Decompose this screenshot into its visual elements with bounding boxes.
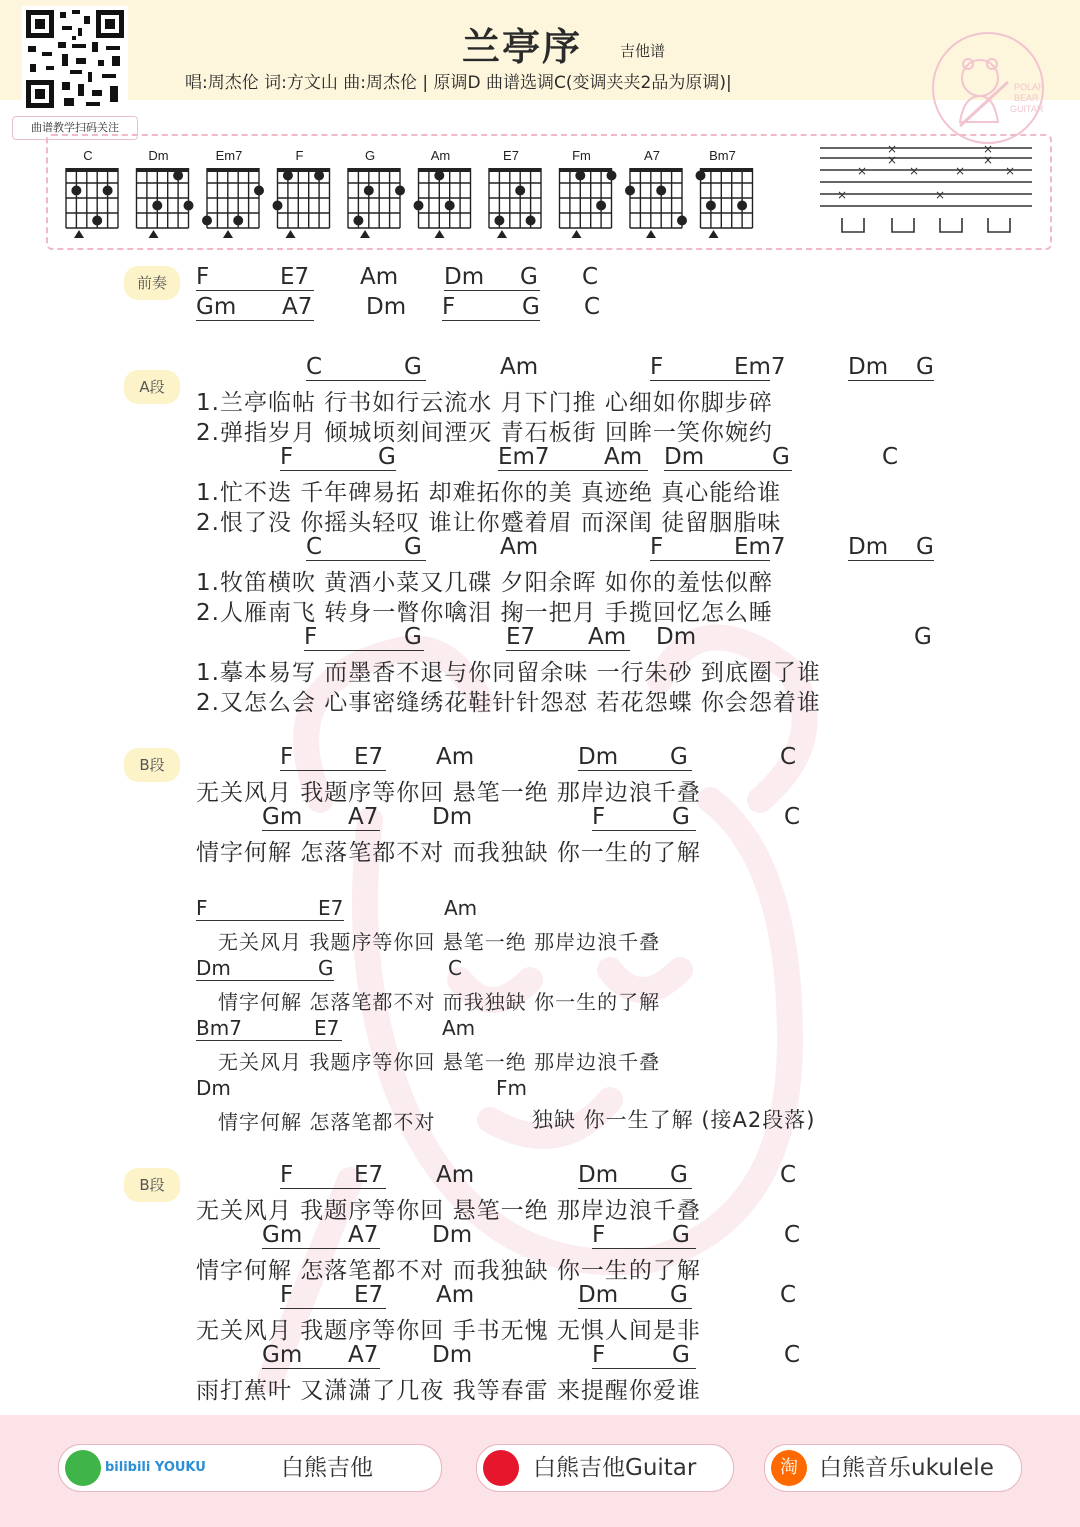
chord-label: C xyxy=(306,354,426,381)
chord-diagram-label: Fm xyxy=(572,148,591,163)
lyric-line: 情字何解 怎落笔都不对 而我独缺 你一生的了解 xyxy=(196,1258,701,1284)
chord-label: G xyxy=(916,354,934,380)
chord-label: C xyxy=(882,444,899,470)
chord-label: C xyxy=(448,956,462,980)
chord-diagram-label: G xyxy=(364,148,376,163)
chord-label: E7 xyxy=(506,624,630,651)
svg-text:×: × xyxy=(934,188,946,202)
chord-label: Dm xyxy=(578,1162,692,1189)
chord-label: F xyxy=(196,264,314,291)
chord-label: F xyxy=(280,1162,386,1189)
chord-label: A7 xyxy=(348,804,379,830)
chord-label: G xyxy=(672,1342,690,1368)
lyric-line: 2.恨了没 你摇头轻叹 谁让你蹙着眉 而深闺 徒留胭脂味 xyxy=(196,510,782,536)
chord-label: G xyxy=(520,264,538,290)
chord-label: Gm xyxy=(262,1222,380,1249)
chord-diagrams xyxy=(60,146,780,246)
chord-diagram-label: Am xyxy=(430,148,451,163)
chord-label: E7 xyxy=(354,1162,384,1188)
chord-label: Dm xyxy=(366,294,407,320)
chord-label: G xyxy=(318,956,334,980)
chord-label: Dm xyxy=(196,1076,231,1100)
chord-label: Fm xyxy=(496,1076,527,1100)
chord-label: G xyxy=(914,624,932,650)
lyric-line-continuation: 独缺 你一生了解 (接A2段落) xyxy=(532,1108,816,1132)
chord-label: G xyxy=(916,534,934,560)
lyric-line: 情字何解 怎落笔都不对 xyxy=(218,1110,436,1134)
chord-diagram-dm xyxy=(137,148,194,238)
brand-name: 白熊吉他 xyxy=(281,1455,373,1481)
chord-label: Dm xyxy=(578,744,692,771)
chord-label: C xyxy=(584,294,601,320)
svg-text:×: × xyxy=(856,164,868,178)
subtitle: 吉他谱 xyxy=(620,42,666,60)
chord-label: F xyxy=(304,624,424,651)
chord-diagram-label: C xyxy=(83,148,93,163)
chord-label: F xyxy=(650,534,770,561)
chord-label: A7 xyxy=(282,294,313,320)
chord-label: F xyxy=(280,1282,386,1309)
weibo-icon xyxy=(483,1450,519,1486)
svg-text:×: × xyxy=(886,153,898,167)
chord-label: Gm xyxy=(262,804,380,831)
chord-label: F xyxy=(592,1222,696,1249)
chord-diagram-am xyxy=(414,148,471,238)
chord-label: F xyxy=(650,354,770,381)
chord-label: E7 xyxy=(280,264,310,290)
chord-label: C xyxy=(784,1342,801,1368)
lyric-line: 无关风月 我题序等你回 悬笔一绝 那岸边浪千叠 xyxy=(218,930,661,954)
chord-label: Dm xyxy=(578,1282,692,1309)
chord-label: Am xyxy=(588,624,627,650)
chord-label: F xyxy=(592,804,696,831)
chord-diagram-label: Bm7 xyxy=(709,148,736,163)
lyric-line: 1.牧笛横吹 黄酒小菜又几碟 夕阳余晖 如你的羞怯似醉 xyxy=(196,570,773,596)
chord-label: Dm xyxy=(656,624,697,650)
chord-label: Am xyxy=(360,264,399,290)
lyric-line: 1.兰亭临帖 行书如行云流水 月下门推 心细如你脚步碎 xyxy=(196,390,773,416)
chord-label: G xyxy=(672,1222,690,1248)
chord-label: Gm xyxy=(196,294,314,321)
lyric-line: 无关风月 我题序等你回 手书无愧 无惧人间是非 xyxy=(196,1318,701,1344)
chord-label: C xyxy=(780,744,797,770)
chord-label: G xyxy=(772,444,790,470)
chord-label: E7 xyxy=(354,744,384,770)
weibo-name: 白熊吉他Guitar xyxy=(533,1455,697,1481)
lyric-line: 1.摹本易写 而墨香不退与你同留余味 一行朱砂 到底圈了谁 xyxy=(196,660,821,686)
chord-label: Am xyxy=(442,1016,476,1040)
chord-label: G xyxy=(672,804,690,830)
chord-label: F xyxy=(280,444,396,471)
social-pill-weibo[interactable] xyxy=(476,1444,734,1492)
chord-label: A7 xyxy=(348,1222,379,1248)
chord-label: C xyxy=(784,804,801,830)
chord-label: Dm xyxy=(444,264,540,291)
svg-text:×: × xyxy=(886,144,898,156)
chord-label: Em7 xyxy=(498,444,648,471)
social-pill-video[interactable] xyxy=(58,1444,442,1492)
chord-label: Em7 xyxy=(734,354,786,380)
chord-label: Dm xyxy=(432,1342,473,1368)
svg-text:×: × xyxy=(982,153,994,167)
polar-bear-logo xyxy=(930,30,1046,146)
chord-diagram-e7 xyxy=(489,148,541,238)
svg-text:×: × xyxy=(836,188,848,202)
chord-label: E7 xyxy=(314,1016,340,1040)
logo-text-2: BEAR xyxy=(1014,93,1039,103)
chord-label: Am xyxy=(436,744,475,770)
taobao-name: 白熊音乐ukulele xyxy=(819,1455,994,1481)
chord-label: C xyxy=(784,1222,801,1248)
logo-text-3: GUITAR xyxy=(1010,104,1044,114)
lyric-line: 雨打蕉叶 又潇潇了几夜 我等春雷 来提醒你爱谁 xyxy=(196,1378,701,1404)
chord-label: G xyxy=(670,744,688,770)
chord-label: G xyxy=(522,294,540,320)
chord-label: Am xyxy=(436,1162,475,1188)
qr-caption: 曲谱教学扫码关注 xyxy=(12,116,138,140)
svg-text:×: × xyxy=(1004,164,1016,178)
svg-text:×: × xyxy=(954,164,966,178)
chord-diagram-a7 xyxy=(625,148,687,238)
chord-label: G xyxy=(670,1282,688,1308)
credits: 唱:周杰伦 词:方文山 曲:周杰伦 | 原调D 曲谱选调C(变调夹夹2品为原调)| xyxy=(185,73,732,93)
chord-label: F xyxy=(592,1342,696,1369)
chord-label: Am xyxy=(604,444,643,470)
chord-label: A7 xyxy=(348,1342,379,1368)
badge-section-b: B段 xyxy=(124,748,180,782)
chord-label: Am xyxy=(436,1282,475,1308)
badge-section-b-2: B段 xyxy=(124,1168,180,1202)
chord-label: F xyxy=(442,294,540,321)
strum-pattern xyxy=(818,144,1038,244)
song-title: 兰亭序 xyxy=(462,25,583,69)
lyric-line: 无关风月 我题序等你回 悬笔一绝 那岸边浪千叠 xyxy=(196,780,701,806)
chord-label: F xyxy=(280,744,386,771)
chord-label: Dm xyxy=(432,1222,473,1248)
chord-label: C xyxy=(306,534,426,561)
lyric-line: 无关风月 我题序等你回 悬笔一绝 那岸边浪千叠 xyxy=(196,1198,701,1224)
lyric-line: 2.人雁南飞 转身一瞥你噙泪 掬一把月 手揽回忆怎么睡 xyxy=(196,600,773,626)
lyric-line: 1.忙不迭 千年碑易拓 却难拓你的美 真迹绝 真心能给谁 xyxy=(196,480,782,506)
chord-label: C xyxy=(780,1162,797,1188)
chord-diagram-f xyxy=(273,148,330,238)
chord-diagram-em7 xyxy=(202,148,264,238)
chord-label: Dm xyxy=(196,956,334,981)
chord-label: Am xyxy=(500,534,539,560)
chord-label: Gm xyxy=(262,1342,380,1369)
chord-label: Am xyxy=(500,354,539,380)
chord-diagram-g xyxy=(348,148,405,238)
lyric-line: 2.又怎么会 心事密缝绣花鞋针针怨怼 若花怨蝶 你会怨着谁 xyxy=(196,690,821,716)
chord-label: G xyxy=(404,534,422,560)
lyric-line: 无关风月 我题序等你回 悬笔一绝 那岸边浪千叠 xyxy=(218,1050,661,1074)
chord-diagram-label: E7 xyxy=(503,148,519,163)
social-pill-taobao[interactable] xyxy=(764,1444,1022,1492)
lyric-line: 情字何解 怎落笔都不对 而我独缺 你一生的了解 xyxy=(196,840,701,866)
chord-label: G xyxy=(404,624,422,650)
badge-section-a: A段 xyxy=(124,370,180,404)
svg-text:×: × xyxy=(982,144,994,156)
platform-names: bilibili YOUKU xyxy=(105,1460,206,1475)
lyric-line: 2.弹指岁月 倾城顷刻间湮灭 青石板街 回眸一笑你婉约 xyxy=(196,420,773,446)
chord-label: Dm xyxy=(664,444,792,471)
badge-intro: 前奏 xyxy=(124,266,180,300)
chord-label: E7 xyxy=(354,1282,384,1308)
chord-label: G xyxy=(670,1162,688,1188)
chord-label: Em7 xyxy=(734,534,786,560)
chord-label: Dm xyxy=(848,534,934,561)
chord-label: G xyxy=(378,444,396,470)
taobao-icon: 淘 xyxy=(771,1450,807,1486)
chord-label: C xyxy=(780,1282,797,1308)
logo-text-1: POLAR xyxy=(1014,82,1045,92)
chord-label: F xyxy=(196,896,344,921)
chord-diagram-label: Dm xyxy=(148,148,169,163)
chord-label: E7 xyxy=(318,896,344,920)
chord-label: Dm xyxy=(848,354,934,381)
chord-diagram-c xyxy=(66,148,118,238)
chord-label: Am xyxy=(444,896,478,920)
wechat-icon xyxy=(65,1450,101,1486)
chord-diagram-bm7 xyxy=(696,148,753,238)
chord-diagram-label: Em7 xyxy=(215,148,243,163)
qr-code[interactable] xyxy=(22,6,128,112)
chord-diagram-label: A7 xyxy=(644,148,660,163)
chord-diagram-label: F xyxy=(295,148,304,163)
chord-label: G xyxy=(404,354,422,380)
chord-label: Dm xyxy=(432,804,473,830)
lyric-line: 情字何解 怎落笔都不对 而我独缺 你一生的了解 xyxy=(218,990,661,1014)
chord-label: C xyxy=(582,264,599,290)
svg-text:×: × xyxy=(908,164,920,178)
chord-diagram-fm xyxy=(560,148,617,238)
chord-label: Bm7 xyxy=(196,1016,342,1041)
